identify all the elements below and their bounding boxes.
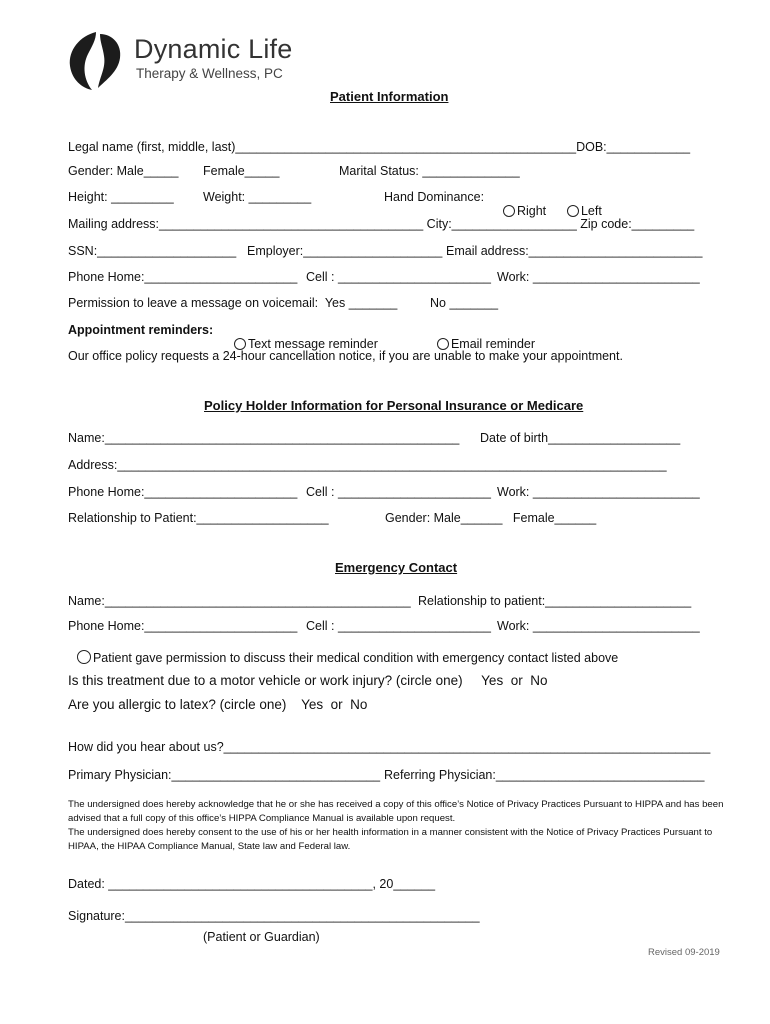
employer-field[interactable]: Employer:____________________ [247,244,443,258]
radio-icon[interactable] [503,205,515,217]
hand-left-option[interactable] [560,190,602,218]
policy-gender-field[interactable]: Gender: Male______ Female______ [385,511,597,525]
gender-female-field[interactable]: Female_____ [203,164,280,178]
hand-dominance-label: Hand Dominance: [384,190,485,204]
emergency-permission-option[interactable] [70,636,618,665]
revision-date: Revised 09-2019 [648,947,720,958]
policy-holder-title: Policy Holder Information for Personal Insurance or Medicare [204,398,584,413]
email-reminder-label: Email reminder [450,337,536,351]
emergency-work-field[interactable]: Work: ________________________ [497,619,700,633]
dated-field[interactable]: Dated: ______________________________________, 20______ [68,877,436,891]
logo [66,30,73,58]
work-phone-field[interactable]: Work: ________________________ [497,270,700,284]
emergency-phone-home-field[interactable]: Phone Home:______________________ [68,619,298,633]
ssn-field[interactable]: SSN:____________________ [68,244,237,258]
voicemail-no-field[interactable]: No _______ [430,296,499,310]
appointment-reminders-label: Appointment reminders: [68,323,214,337]
emergency-permission-label: Patient gave permission to discuss their medical condition with emergency contact listed above [92,651,619,665]
logo-subtitle: Therapy & Wellness, PC [136,66,283,81]
hand-left-label: Left [580,204,602,218]
logo-name: Dynamic Life [134,34,293,64]
policy-relationship-field[interactable]: Relationship to Patient:___________________ [68,511,329,525]
hipaa-acknowledgement: The undersigned does hereby acknowledge that he or she has received a copy of this office’s Notice of Privacy Practices Pursuant to HIPPA and has been advised that a full copy of this office’s HIPPA Compliance Manual is available upon request. [68,799,724,824]
referring-physician-field[interactable]: Referring Physician:______________________________ [384,768,705,782]
radio-icon[interactable] [77,650,91,664]
hand-right-option[interactable] [496,190,546,218]
emergency-name-field[interactable]: Name:____________________________________________ [68,594,411,608]
voicemail-permission-field[interactable]: Permission to leave a message on voicemail: Yes _______ [68,296,398,310]
signature-field[interactable]: Signature:___________________________________________________ [68,909,480,923]
marital-status-field[interactable]: Marital Status: ______________ [339,164,520,178]
motor-vehicle-question[interactable]: Is this treatment due to a motor vehicle or work injury? (circle one) Yes or No [68,673,548,688]
policy-phone-home-field[interactable]: Phone Home:______________________ [68,485,298,499]
emergency-cell-field[interactable]: Cell : ______________________ [306,619,491,633]
email-reminder-option[interactable] [430,323,535,351]
policy-work-field[interactable]: Work: ________________________ [497,485,700,499]
height-field[interactable]: Height: _________ [68,190,174,204]
latex-allergy-question[interactable]: Are you allergic to latex? (circle one) Yes or No [68,697,368,712]
cell-field[interactable]: Cell : ______________________ [306,270,491,284]
emergency-relationship-field[interactable]: Relationship to patient:_____________________ [418,594,692,608]
guardian-caption: (Patient or Guardian) [203,930,320,944]
weight-field[interactable]: Weight: _________ [203,190,312,204]
text-reminder-option[interactable] [227,323,378,351]
legal-name-field[interactable]: Legal name (first, middle, last)_________________________________________________DOB:____________ [68,140,691,154]
policy-cell-field[interactable]: Cell : ______________________ [306,485,491,499]
primary-physician-field[interactable]: Primary Physician:______________________________ [68,768,381,782]
text-reminder-label: Text message reminder [247,337,378,351]
phone-home-field[interactable]: Phone Home:______________________ [68,270,298,284]
policy-address-field[interactable]: Address:_______________________________________________________________________________ [68,458,667,472]
radio-icon[interactable] [567,205,579,217]
patient-info-title: Patient Information [330,89,449,104]
hipaa-consent: The undersigned does hereby consent to the use of his or her health information in a manner consistent with the Notice of Privacy Practices Pursuant to HIPAA, the HIPAA Compliance Manual, State law and Federal law. [68,827,713,852]
mailing-address-field[interactable]: Mailing address:______________________________________ City:__________________ Zip code:_________ [68,217,695,231]
emergency-contact-title: Emergency Contact [335,560,458,575]
policy-dob-field[interactable]: Date of birth___________________ [480,431,681,445]
gender-male-field[interactable]: Gender: Male_____ [68,164,179,178]
email-field[interactable]: Email address:_________________________ [446,244,703,258]
cancellation-policy-note: Our office policy requests a 24-hour cancellation notice, if you are unable to make your appointment. [68,349,623,363]
referral-source-field[interactable]: How did you hear about us?______________________________________________________________________ [68,740,711,754]
policy-name-field[interactable]: Name:___________________________________________________ [68,431,460,445]
hand-right-label: Right [516,204,547,218]
logo-mark-icon [66,30,126,92]
